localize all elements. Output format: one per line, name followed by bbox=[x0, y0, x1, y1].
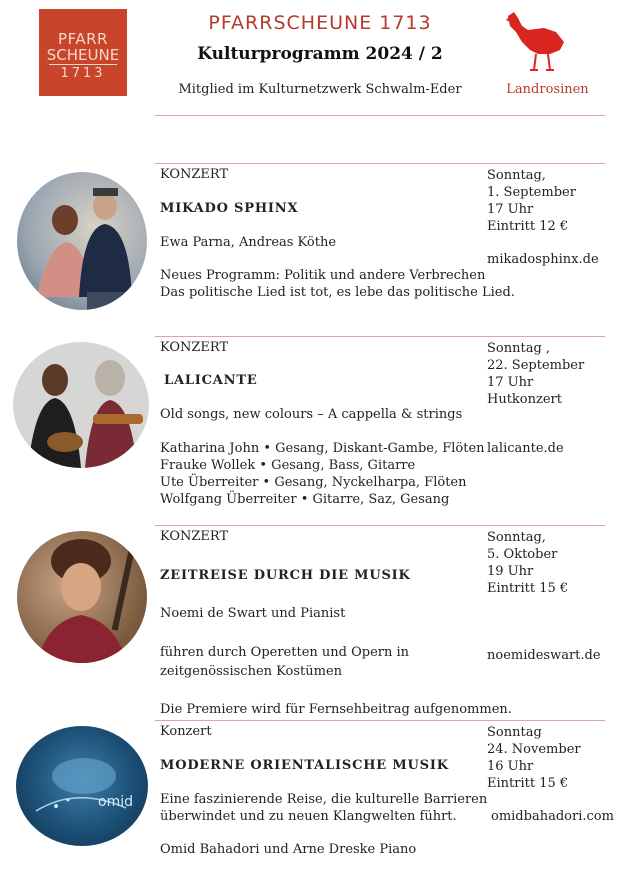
event-photo-mikado-sphinx bbox=[17, 172, 147, 310]
logo-rule bbox=[49, 64, 117, 65]
event-description-line: überwindet und zu neuen Klangwelten führt. bbox=[160, 809, 457, 824]
event-note: Die Premiere wird für Fernsehbeitrag aufgenommen. bbox=[160, 702, 512, 717]
event-photo-omid bbox=[16, 726, 148, 846]
event-day: Sonntag , bbox=[487, 341, 551, 356]
event-performers: Ewa Parna, Andreas Köthe bbox=[160, 235, 337, 250]
event-photo-lalicante bbox=[13, 342, 149, 468]
event-kind: KONZERT bbox=[160, 167, 229, 182]
event-time: 16 Uhr bbox=[487, 759, 534, 774]
event-day: Sonntag bbox=[487, 725, 542, 740]
event-divider bbox=[155, 163, 605, 164]
event-description-line: führen durch Operetten und Opern in bbox=[160, 645, 410, 660]
event-performers: Omid Bahadori und Arne Dreske Piano bbox=[160, 842, 417, 857]
omid-photo-caption: omid bbox=[98, 794, 133, 810]
logo-line-3: 1713 bbox=[60, 66, 106, 81]
logo-line-2: SCHEUNE bbox=[46, 46, 120, 64]
event-time: 19 Uhr bbox=[487, 564, 534, 579]
event-day: Sonntag, bbox=[487, 168, 546, 183]
event-divider bbox=[155, 720, 605, 721]
event-title: MODERNE ORIENTALISCHE MUSIK bbox=[160, 758, 449, 773]
page-title: PFARRSCHEUNE 1713 bbox=[208, 12, 432, 34]
event-member-line: Wolfgang Überreiter • Gitarre, Saz, Gesang bbox=[160, 492, 450, 507]
event-website: omidbahadori.com bbox=[491, 809, 614, 824]
event-title: MIKADO SPHINX bbox=[160, 201, 299, 216]
event-date: 1. September bbox=[487, 185, 576, 200]
event-description-line: zeitgenössischen Kostümen bbox=[160, 664, 343, 679]
event-website: mikadosphinx.de bbox=[487, 252, 599, 267]
event-photo-zeitreise bbox=[17, 531, 147, 663]
event-tagline: Old songs, new colours – A cappella & strings bbox=[160, 407, 463, 422]
event-divider bbox=[155, 525, 605, 526]
event-title: LALICANTE bbox=[164, 373, 258, 388]
page-subtitle: Kulturprogramm 2024 / 2 bbox=[197, 44, 443, 64]
event-time: 17 Uhr bbox=[487, 202, 534, 217]
event-member-line: Katharina John • Gesang, Diskant-Gambe, Flöten bbox=[160, 441, 485, 456]
event-website: lalicante.de bbox=[487, 441, 564, 456]
membership-note: Mitglied im Kulturnetzwerk Schwalm-Eder bbox=[178, 82, 462, 97]
event-date: 5. Oktober bbox=[487, 547, 558, 562]
event-day: Sonntag, bbox=[487, 530, 546, 545]
header-divider bbox=[155, 115, 605, 116]
pfarrscheune-logo bbox=[39, 9, 127, 96]
event-date: 22. September bbox=[487, 358, 585, 373]
event-price: Eintritt 12 € bbox=[487, 219, 569, 234]
goose-logo-icon bbox=[500, 10, 570, 72]
event-description-line: Das politische Lied ist tot, es lebe das politische Lied. bbox=[160, 285, 515, 300]
event-kind: Konzert bbox=[160, 724, 212, 739]
event-description-line: Eine faszinierende Reise, die kulturelle Barrieren bbox=[160, 792, 488, 807]
event-website: noemideswart.de bbox=[487, 648, 601, 663]
logo-line-1: PFARR bbox=[58, 30, 108, 48]
event-price: Eintritt 15 € bbox=[487, 776, 569, 791]
event-member-line: Ute Überreiter • Gesang, Nyckelharpa, Flöten bbox=[160, 475, 467, 490]
event-price: Hutkonzert bbox=[487, 392, 562, 407]
event-member-line: Frauke Wollek • Gesang, Bass, Gitarre bbox=[160, 458, 416, 473]
event-kind: KONZERT bbox=[160, 340, 229, 355]
event-performers: Noemi de Swart und Pianist bbox=[160, 606, 346, 621]
event-time: 17 Uhr bbox=[487, 375, 534, 390]
event-date: 24. November bbox=[487, 742, 581, 757]
event-title: ZEITREISE DURCH DIE MUSIK bbox=[160, 568, 411, 583]
event-divider bbox=[155, 336, 605, 337]
event-description-line: Neues Programm: Politik und andere Verbrechen bbox=[160, 268, 486, 283]
event-kind: KONZERT bbox=[160, 529, 229, 544]
partner-name: Landrosinen bbox=[506, 82, 589, 97]
event-price: Eintritt 15 € bbox=[487, 581, 569, 596]
